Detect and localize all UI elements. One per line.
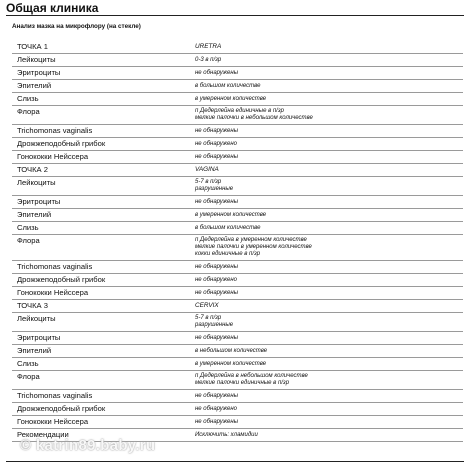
table-row xyxy=(12,261,463,274)
row-value xyxy=(191,54,463,67)
table-row xyxy=(12,287,463,300)
value-line: VAGINA xyxy=(195,166,219,173)
value-line: 5-7 в п/зр xyxy=(195,315,222,321)
row-label: Флора xyxy=(12,235,191,261)
value-line: не обнаружены xyxy=(195,290,239,296)
value-line: не обнаружены xyxy=(195,335,239,341)
table-row xyxy=(12,164,463,177)
results-table xyxy=(12,41,463,442)
row-label: Слизь xyxy=(12,93,191,106)
table-row xyxy=(12,300,463,313)
row-value xyxy=(191,235,463,261)
row-value xyxy=(191,106,463,125)
value-line: в большом количестве xyxy=(195,83,261,89)
value-line: не обнаружены xyxy=(195,154,239,160)
table-row xyxy=(12,274,463,287)
row-label: Гонококки Нейссера xyxy=(12,416,191,429)
value-line: мелкие палочки в умеренном количестве xyxy=(195,244,312,250)
row-value xyxy=(191,300,463,313)
table-row xyxy=(12,80,463,93)
table-row xyxy=(12,138,463,151)
watermark: © katrin89.baby.ru xyxy=(20,437,156,454)
row-value xyxy=(191,222,463,235)
row-label: Слизь xyxy=(12,222,191,235)
row-value xyxy=(191,164,463,177)
row-value xyxy=(191,151,463,164)
table-row xyxy=(12,313,463,332)
table-row xyxy=(12,196,463,209)
table-row xyxy=(12,371,463,390)
row-label: Гонококки Нейссера xyxy=(12,287,191,300)
row-label: Гонококки Нейссера xyxy=(12,151,191,164)
row-label: ТОЧКА 3 xyxy=(12,300,191,313)
row-label: Эпителий xyxy=(12,345,191,358)
row-value xyxy=(191,345,463,358)
row-label: Флора xyxy=(12,371,191,390)
row-label: Эритроциты xyxy=(12,67,191,80)
page-title: Общая клиника xyxy=(6,1,99,15)
title-divider xyxy=(6,15,464,16)
bottom-divider xyxy=(6,461,464,462)
value-line: 0-3 в п/зр xyxy=(195,57,222,63)
row-label: Дрожжеподобный грибок xyxy=(12,274,191,287)
value-line: п Дедерлейна в небольшом количестве xyxy=(195,373,308,379)
table-row xyxy=(12,209,463,222)
row-label: Дрожжеподобный грибок xyxy=(12,138,191,151)
row-value xyxy=(191,67,463,80)
value-line: мелкие палочки в небольшом количестве xyxy=(195,115,313,121)
value-line: не обнаружены xyxy=(195,264,239,270)
row-value xyxy=(191,390,463,403)
value-line: п Дедерлейна в умеренном количестве xyxy=(195,237,307,243)
row-label: Trichomonas vaginalis xyxy=(12,390,191,403)
row-value xyxy=(191,274,463,287)
table-row xyxy=(12,403,463,416)
row-value xyxy=(191,358,463,371)
table-row xyxy=(12,235,463,261)
row-label: Trichomonas vaginalis xyxy=(12,125,191,138)
value-line: в большом количестве xyxy=(195,225,261,231)
table-row xyxy=(12,332,463,345)
value-line: в умеренном количестве xyxy=(195,361,267,367)
row-label: Лейкоциты xyxy=(12,177,191,196)
table-row xyxy=(12,67,463,80)
value-line: мелкие палочки единичные в п/зр xyxy=(195,380,290,386)
row-value xyxy=(191,313,463,332)
row-value xyxy=(191,261,463,274)
value-line: не обнаружены xyxy=(195,199,239,205)
value-line: URETRA xyxy=(195,43,222,50)
row-label: Эритроциты xyxy=(12,332,191,345)
table-row xyxy=(12,54,463,67)
row-value xyxy=(191,196,463,209)
table-row xyxy=(12,358,463,371)
table-row xyxy=(12,177,463,196)
table-row xyxy=(12,106,463,125)
value-line: не обнаружено xyxy=(195,406,237,412)
value-line: CERVIX xyxy=(195,302,219,309)
value-line: 5-7 в п/зр xyxy=(195,179,222,185)
value-line: не обнаружены xyxy=(195,419,239,425)
row-label: Флора xyxy=(12,106,191,125)
value-line: кокки единичные в п/зр xyxy=(195,251,261,257)
row-label: Эпителий xyxy=(12,80,191,93)
row-label: ТОЧКА 1 xyxy=(12,41,191,54)
table-row xyxy=(12,125,463,138)
table-row xyxy=(12,345,463,358)
value-line: разрушенные xyxy=(195,186,234,192)
row-label: Лейкоциты xyxy=(12,313,191,332)
value-line: не обнаружено xyxy=(195,141,237,147)
row-label: Слизь xyxy=(12,358,191,371)
row-value xyxy=(191,371,463,390)
table-row xyxy=(12,93,463,106)
row-value xyxy=(191,429,463,442)
row-label: Эритроциты xyxy=(12,196,191,209)
row-value xyxy=(191,138,463,151)
section-title: Анализ мазка на микрофлору (на стекле) xyxy=(12,23,141,30)
row-value xyxy=(191,41,463,54)
row-label: Рекомендации xyxy=(12,429,191,442)
row-value xyxy=(191,332,463,345)
table-row xyxy=(12,151,463,164)
value-line: п Дедерлейна единичные в п/зр xyxy=(195,108,284,114)
row-value xyxy=(191,177,463,196)
table-row xyxy=(12,416,463,429)
table-row xyxy=(12,390,463,403)
row-value xyxy=(191,287,463,300)
value-line: Исключить: хламидии xyxy=(195,432,258,438)
row-label: Дрожжеподобный грибок xyxy=(12,403,191,416)
value-line: не обнаружены xyxy=(195,70,239,76)
row-value xyxy=(191,80,463,93)
table-row xyxy=(12,222,463,235)
row-label: Trichomonas vaginalis xyxy=(12,261,191,274)
value-line: в умеренном количестве xyxy=(195,212,267,218)
row-value xyxy=(191,416,463,429)
row-value xyxy=(191,125,463,138)
value-line: в небольшом количестве xyxy=(195,348,268,354)
row-label: Эпителий xyxy=(12,209,191,222)
value-line: в умеренном количестве xyxy=(195,96,267,102)
row-label: ТОЧКА 2 xyxy=(12,164,191,177)
row-value xyxy=(191,209,463,222)
row-label: Лейкоциты xyxy=(12,54,191,67)
table-row xyxy=(12,41,463,54)
value-line: не обнаружены xyxy=(195,128,239,134)
value-line: не обнаружены xyxy=(195,393,239,399)
value-line: не обнаружено xyxy=(195,277,237,283)
row-value xyxy=(191,403,463,416)
row-value xyxy=(191,93,463,106)
value-line: разрушенные xyxy=(195,322,234,328)
